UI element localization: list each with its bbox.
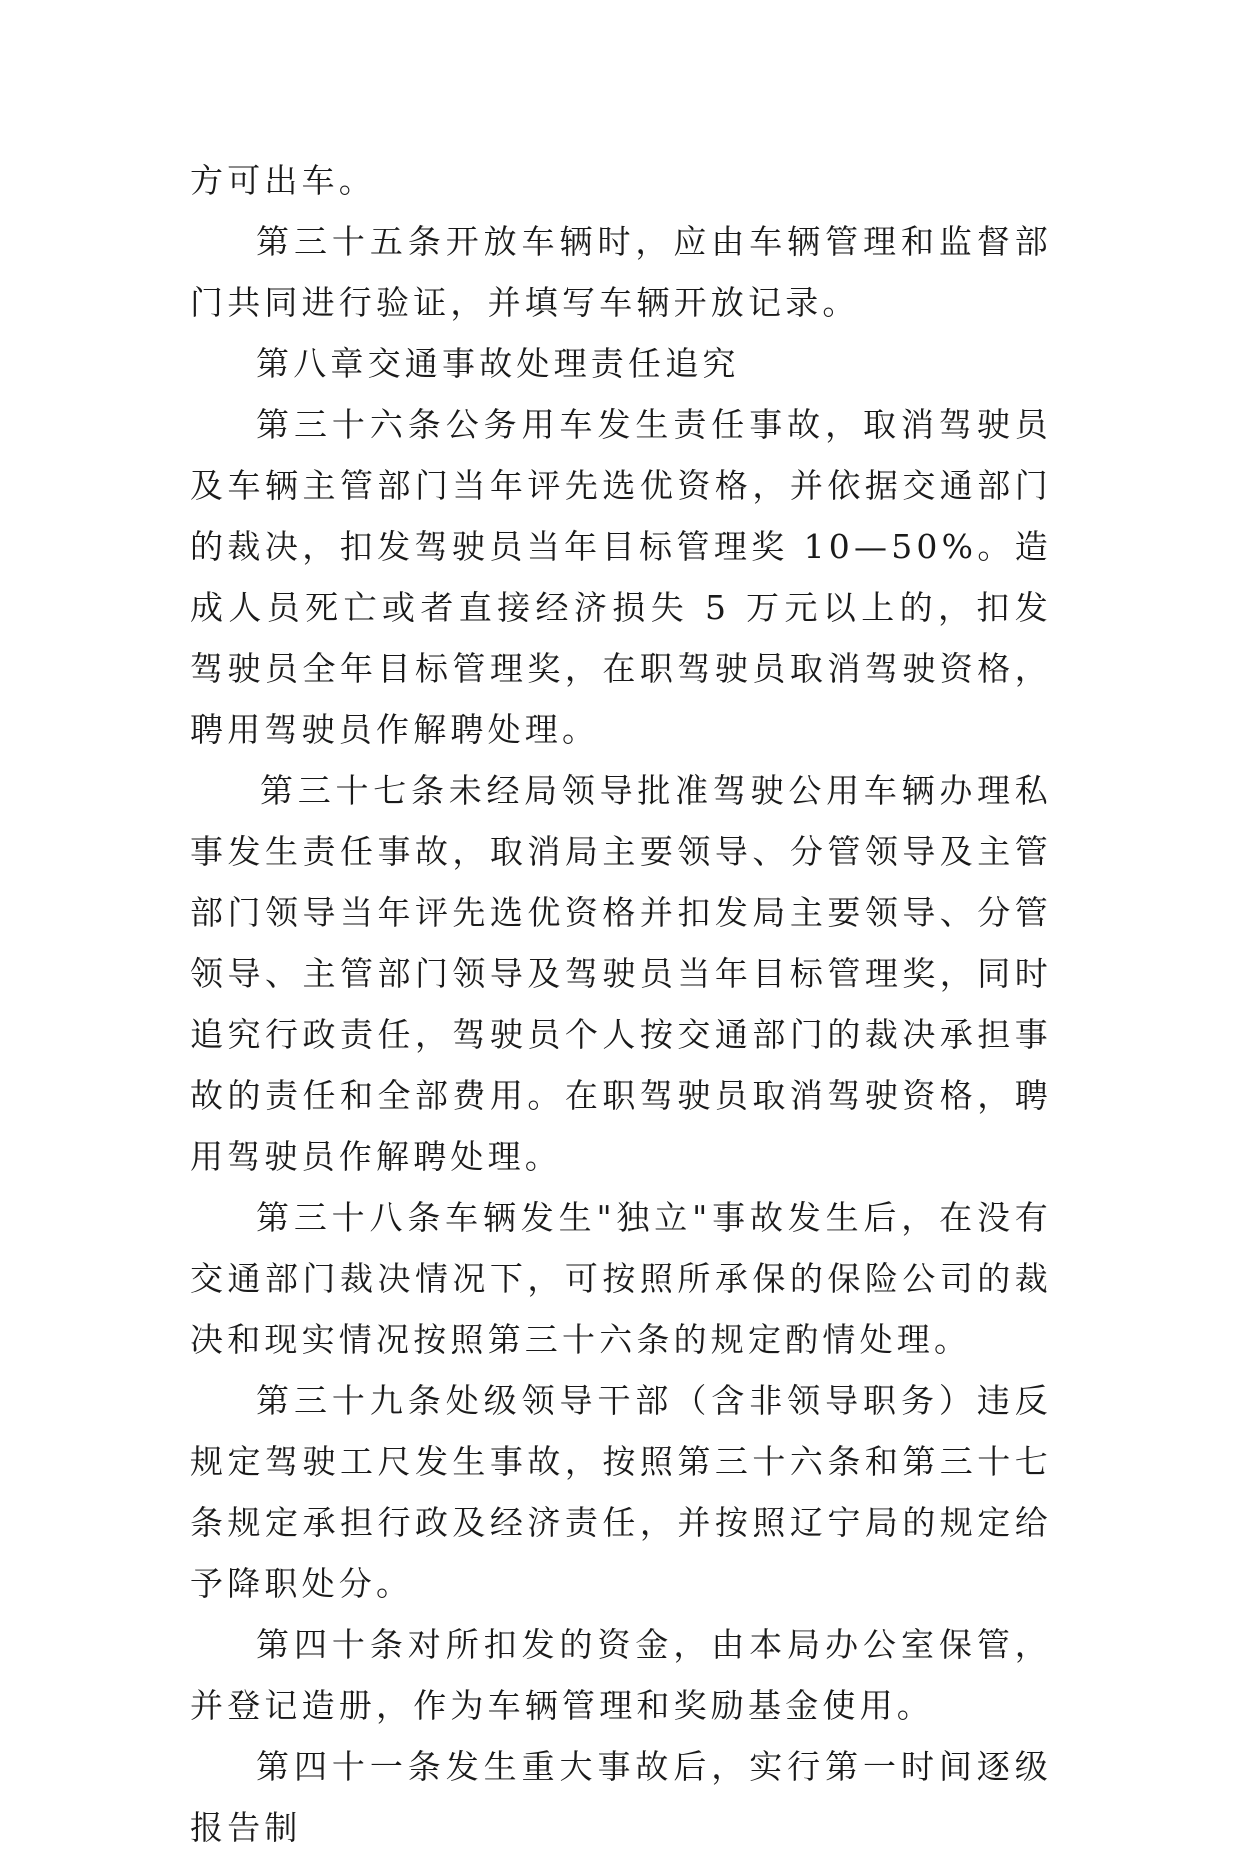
article-37: 第三十七条未经局领导批准驾驶公用车辆办理私事发生责任事故，取消局主要领导、分管领导及主管部门领导当年评先选优资格并扣发局主要领导、分管领导、主管部门领导及驾驶员当年目标管理奖，同时追究行政责任，驾驶员个人按交通部门的裁决承担事故的责任和全部费用。在职驾驶员取消驾驶资格，聘用驾驶员作解聘处理。 [190,771,1052,1176]
article-36: 第三十六条公务用车发生责任事故，取消驾驶员及车辆主管部门当年评先选优资格，并依据交通部门的裁决，扣发驾驶员当年目标管理奖 10—50%。造成人员死亡或者直接经济损失 5 万元以上的，扣发驾驶员全年目标管理奖，在职驾驶员取消驾驶资格，聘用驾驶员作解聘处理。 [190,405,1052,749]
document-page [190,150,1052,1858]
article-39: 第三十九条处级领导干部（含非领导职务）违反规定驾驶工尺发生事故，按照第三十六条和第三十七条规定承担行政及经济责任，并按照辽宁局的规定给予降职处分。 [190,1381,1052,1603]
chapter-8-heading: 第八章交通事故处理责任追究 [256,344,740,383]
article-38: 第三十八条车辆发生"独立"事故发生后，在没有交通部门裁决情况下，可按照所承保的保险公司的裁决和现实情况按照第三十六条的规定酌情处理。 [190,1198,1052,1359]
article-40: 第四十条对所扣发的资金，由本局办公室保管，并登记造册，作为车辆管理和奖励基金使用。 [190,1625,1052,1725]
paragraph-continuation: 方可出车。 [190,161,376,200]
article-35: 第三十五条开放车辆时，应由车辆管理和监督部门共同进行验证，并填写车辆开放记录。 [190,222,1052,322]
article-41: 第四十一条发生重大事故后，实行第一时间逐级报告制 [190,1747,1052,1847]
